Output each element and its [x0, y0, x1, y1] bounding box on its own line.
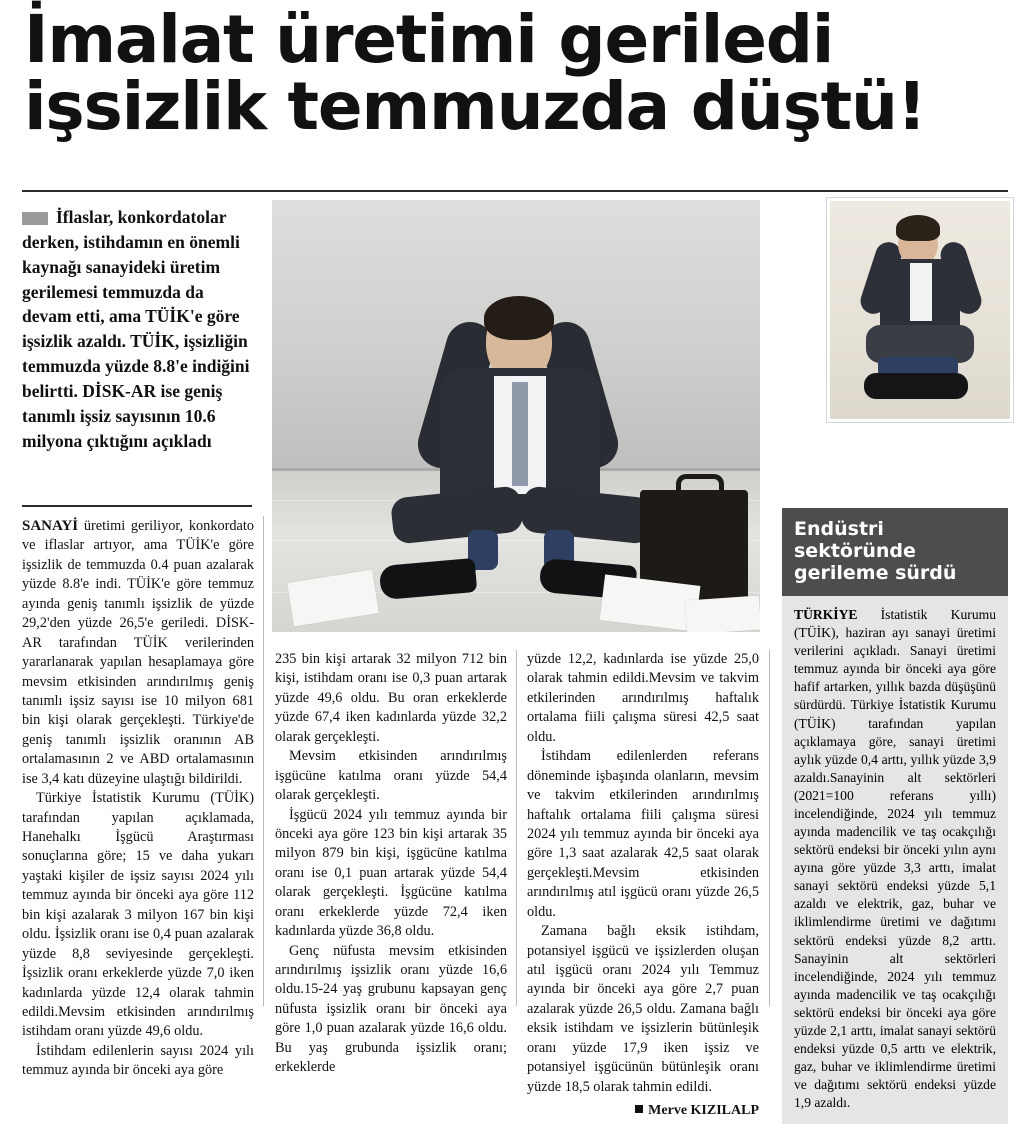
- lead-text: İflaslar, konkordatolar derken, istihdamın en önemli kaynağı sanayideki üretim gerilemesi temmuzda da devam etti, ama TÜİK'e göre işsizlik azaldı. TÜİK, işsizliğin temmuzda yüzde 8.8'e indiğini belirtti. DİSK-AR ise geniş tanımlı işsiz sayısının 10.6 milyona çıktığını açıkladı: [22, 207, 250, 451]
- column-divider-2: [516, 650, 517, 1006]
- headline-line-1: İmalat üretimi geriledi: [24, 1, 834, 78]
- sidebar-title: Endüstri sektöründe gerileme sürdü: [782, 508, 1008, 596]
- column-divider-1: [263, 516, 264, 1006]
- byline-author: Merve KIZILALP: [648, 1103, 759, 1119]
- paragraph: [22, 516, 254, 789]
- paragraph-text: üretimi geriliyor, konkordato ve iflaslar artıyor, ama TÜİK'e göre işsizlik de temmuzda 0.4 puan azalarak yüzde 8.8'e indi. TÜİK'e göre temmuz ayında geniş tanımlı işsizlik de yüzde 29,2'den yüzde 26,5'e geriledi. DİSK-AR tarafından TÜİK verilerinden yararlanarak yapılan hesaplamaya göre mevsim etkisinden arındırılmış geniş tanımlı işsiz sayısı ise 10 milyon 681 bin kişi olarak gerçekleşti. Türkiye'de geniş tanımlı işsizlik oranının AB ortalamasının 2 ve ABD ortalamasının ise 3,4 katı düzeyine ulaştığı bildirildi.: [22, 518, 254, 787]
- paragraph: 235 bin kişi artarak 32 milyon 712 bin kişi, istihdam oranı ise 0,3 puan artarak yüzde 49,6 oldu. Bu oran erkeklerde yüzde 67,4 iken kadınlarda yüzde 32,2 olarak gerçekleşti.: [275, 651, 507, 745]
- paragraph-lead-word: SANAYİ: [22, 518, 79, 534]
- paragraph: Türkiye İstatistik Kurumu (TÜİK) tarafından yapılan açıklamada, Hanehalkı İşgücü Araştırması sonuçlarına göre; 15 ve daha yukarı yaştaki kişiler de işsiz sayısı 2024 yılı temmuz ayında bir önceki aya göre 112 bin kişi azalarak 3 milyon 167 bin kişi oldu. İşsizlik oranı ise 0,4 puan azalarak yüzde 8,8 seviyesinde gerçekleşti. İşsizlik oranı erkeklerde yüzde 7,0 iken kadınlarda yüzde 12,4 olarak tahmin edildi.Mevsim etkisinden arındırılmış istihdam oranı yüzde 49,6 oldu.: [22, 790, 254, 1040]
- inset-photo: [827, 198, 1013, 422]
- sidebar-paragraph-text: İstatistik Kurumu (TÜİK), haziran ayı sanayi üretimi verilerini açıkladı. Sanayi üretimi temmuz ayında bir önceki aya göre hafif artarken, yıllık bazda düşüşünü sürdürdü. Türkiye İstatistik Kurumu (TÜİK) tarafından yapılan açıklamaya göre, sanayi üretimi aylık yüzde 0,4 arttı, yıllık yüzde 3,9 azaldı.Sanayinin alt sektörleri (2021=100 referans yıllı) incelendiğinde, 2024 yılı temmuz ayında madencilik ve taş ocakçılığı sektörü endeksi bir önceki yılın aynı ayına göre yüzde 3,3 arttı, imalat sanayi sektörü endeksi yüzde 5,1 azaldı ve elektrik, gaz, buhar ve iklimlendirme üretimi ve dağıtımı sektörü endeksi yüzde 8,2 arttı. Sanayinin alt sektörleri incelendiğinde, 2024 yılı temmuz ayında madencilik ve taş ocakçılığı sektörü endeksi bir önceki aya göre yüzde 2,1 arttı, imalat sanayi sektörü endeksi yüzde 0,5 arttı ve elektrik, gaz, buhar ve iklimlendirme üretimi ve dağıtımı sektörü endeksi yüzde 1,9 azaldı.: [794, 607, 996, 1111]
- photo-figure-tie: [512, 382, 528, 486]
- photo-figure-hair: [484, 296, 554, 340]
- body-column-2: [275, 650, 507, 1078]
- sidebar-body: [782, 596, 1008, 1124]
- headline-line-2: işsizlik temmuzda düştü!: [24, 67, 926, 145]
- body-column-1: [22, 516, 254, 1081]
- sidebar-lead-word: TÜRKİYE: [794, 607, 858, 623]
- lead-block: [22, 205, 252, 453]
- paragraph: İstihdam edilenlerin sayısı 2024 yılı temmuz ayında bir önceki aya göre: [22, 1042, 254, 1079]
- inset-figure-shirt: [910, 263, 932, 321]
- inset-figure-hair: [896, 215, 940, 241]
- header-divider: [22, 190, 1008, 192]
- byline-square-icon: [635, 1105, 643, 1113]
- sidebar-paragraph: [794, 606, 996, 1112]
- photo-paper: [685, 595, 760, 632]
- lead-marker-icon: [22, 212, 48, 225]
- paragraph: İstihdam edilenlerden referans döneminde işbaşında olanların, mevsim ve takvim etkilerinden arındırılmış haftalık ortalama fiili çalışma süresi 2024 yılı temmuz ayında bir önceki aya göre 1,3 saat azalarak 42,5 saat olarak gerçekleşti.Mevsim etkisinden arındırılmış atıl işgücü oranı yüzde 26,5 oldu.: [527, 748, 759, 920]
- lead-divider: [22, 505, 252, 507]
- paragraph: İşgücü 2024 yılı temmuz ayında bir önceki aya göre 123 bin kişi artarak 35 milyon 879 bin kişi, işgücüne katılma oranı ise 0,1 puan artarak yüzde 54,4 olarak gerçekleşti. İşgücüne katılma oranı erkeklerde yüzde 72,4 iken kadınlarda yüzde 36,8 oldu.: [275, 806, 507, 940]
- paragraph: Zamana bağlı eksik istihdam, potansiyel işgücü ve işsizlerden oluşan atıl işgücü oranı 2024 yılı Temmuz ayında bir önceki aya göre 2,7 puan azalarak yüzde 26,5 oldu. Zamana bağlı eksik istihdam ve işsizlerin bütünleşik oranı yüzde 17,9 iken işsiz ve potansiyel işgücünün bütünleşik oranı yüzde 18,5 olarak tahmin edildi.: [527, 923, 759, 1095]
- inset-figure-shoes: [864, 373, 968, 399]
- page-title: [24, 1, 1009, 145]
- byline: [527, 1101, 759, 1120]
- paragraph: yüzde 12,2, kadınlarda ise yüzde 25,0 olarak tahmin edildi.Mevsim ve takvim etkilerinden arındırılmış haftalık ortalama fiili çalışma süresi 42,5 saat oldu.: [527, 651, 759, 745]
- body-column-3: [527, 650, 759, 1120]
- paragraph: Mevsim etkisinden arındırılmış işgücüne katılma oranı yüzde 54,4 olarak gerçekleşti.: [275, 748, 507, 804]
- main-photo: [272, 200, 760, 632]
- column-divider-3: [769, 650, 770, 1006]
- paragraph: Genç nüfusta mevsim etkisinden arındırılmış işsizlik oranı yüzde 16,6 oldu.15-24 yaş grubunu kapsayan genç nüfusta işsizlik oranı bir önceki aya göre 1,0 puan azalarak yüzde 16,6 oldu. Bu yaş grubunda işsizlik oranı; erkeklerde: [275, 942, 507, 1076]
- sidebar-box: [782, 508, 1008, 1124]
